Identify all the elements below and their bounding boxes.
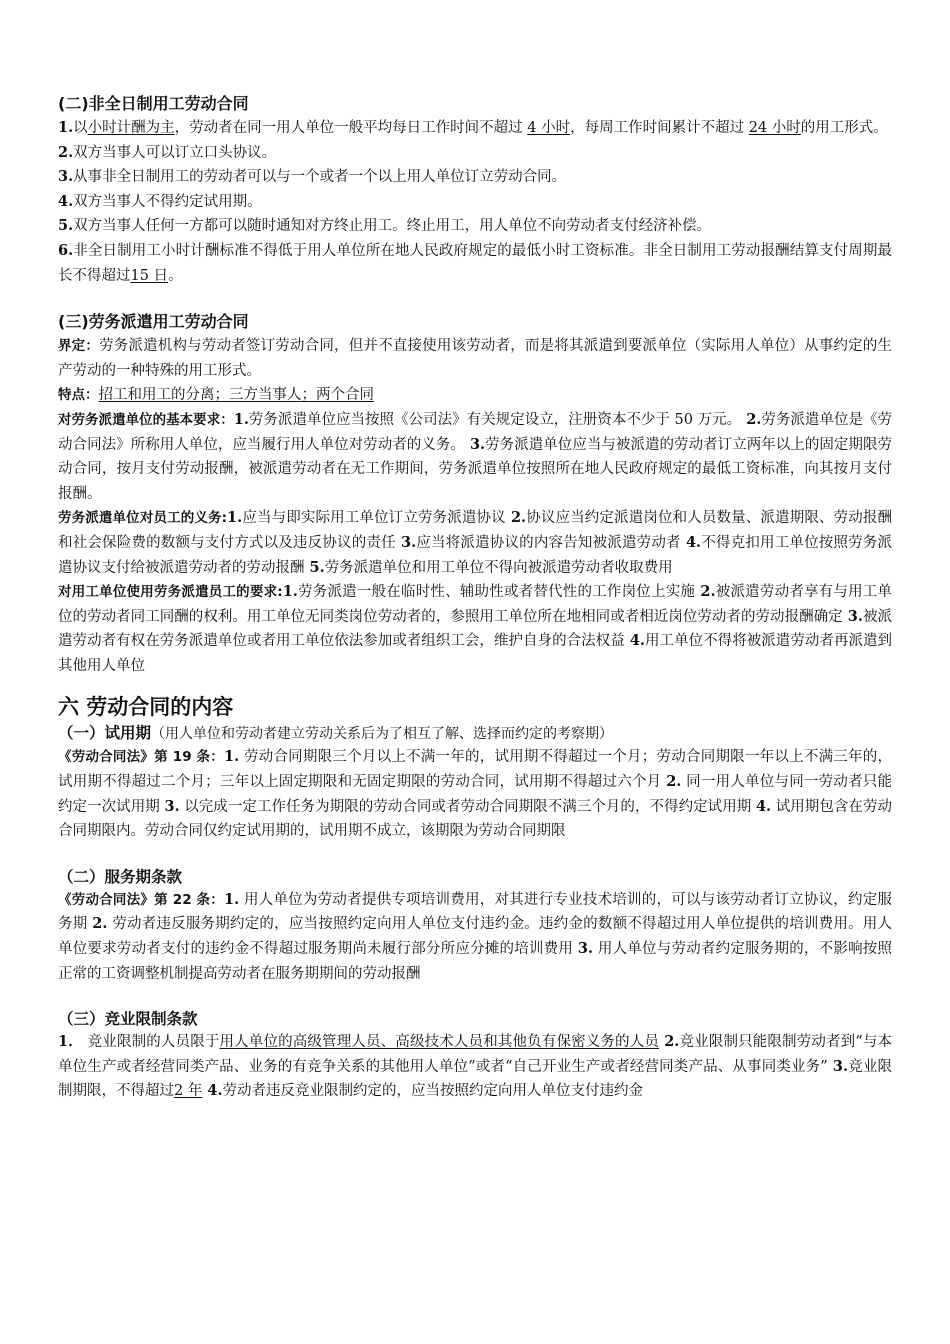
section-title-dispatch: (三)劳务派遣用工劳动合同 (58, 312, 249, 332)
paragraph-part-time-6: 6.非全日制用工小时计酬标准不得低于用人单位所在地人民政府规定的最低小时工资标准。非全日制用工劳动报酬结算支付周期最长不得超过15 日。 (58, 241, 892, 284)
subsection-title-service-period: （二）服务期条款 (58, 867, 183, 886)
paragraph-dispatch-features: 特点：招工和用工的分离；三方当事人；两个合同 (58, 387, 374, 404)
paragraph-dispatch-definition: 界定：劳务派遣机构与劳动者签订劳动合同，但并不直接使用该劳动者，而是将其派遣到要派单位（实际用人单位）从事约定的生产劳动的一种特殊的用工形式。 (58, 338, 892, 379)
paragraph-part-time-1: 1.以小时计酬为主，劳动者在同一用人单位一般平均每日工作时间不超过 4 小时，每周工作时间累计不超过 24 小时的用工形式。 (58, 119, 888, 136)
paragraph-dispatch-employer-requirements: 对用工单位使用劳务派遣员工的要求:1.劳务派遣一般在临时性、辅助性或者替代性的工作岗位上实施 2.被派遣劳动者享有与用工单位的劳动者同工同酬的权利。用工单位无同类岗位劳动者的，参照用工单位所在地相同或者相近岗位劳动者的劳动报酬确定 3.被派遣劳动者有权在劳务派遣单位或者用工单位依法参加或者组织工会，维护自身的合法权益 4.用工单位不得将被派遣劳动者再派遣到其他用人单位 (58, 583, 893, 674)
paragraph-probation: 《劳动合同法》第 19 条：1. 劳动合同期限三个月以上不满一年的，试用期不得超过一个月；劳动合同期限一年以上不满三年的，试用期不得超过二个月；三年以上固定期限和无固定期限的劳动合同，试用期不得超过六个月 2. 同一用人单位与同一劳动者只能约定一次试用期 3. 以完成一定工作任务为期限的劳动合同或者劳动合同期限不满三个月的，不得约定试用期 4. 试用期包含在劳动合同期限内。劳动合同仅约定试用期的，试用期不成立，该期限为劳动合同期限 (58, 748, 893, 840)
spacer (58, 844, 892, 866)
paragraph-part-time-3: 3.从事非全日制用工的劳动者可以与一个或者一个以上用人单位订立劳动合同。 (58, 168, 567, 186)
paragraph-part-time-4: 4.双方当事人不得约定试用期。 (58, 192, 262, 210)
subsection-title-non-compete: （三）竞业限制条款 (58, 1010, 198, 1029)
section-title-part-time: (二)非全日制用工劳动合同 (58, 94, 249, 113)
paragraph-dispatch-requirements: 对劳务派遣单位的基本要求：1.劳务派遣单位应当按照《公司法》有关规定设立，注册资本不少于 50 万元。 2.劳务派遣单位是《劳动合同法》所称用人单位，应当履行用人单位对劳动者的义务。 3.劳务派遣单位应当与被派遣的劳动者订立两年以上的固定期限劳动合同，按月支付劳动报酬，被派遣劳动者在无工作期间，劳务派遣单位按照所在地人民政府规定的最低工资标准，向其按月支付报酬。 (58, 410, 893, 502)
chapter-title-contract-content: 六 劳动合同的内容 (58, 694, 234, 720)
spacer (58, 986, 892, 1008)
spacer (58, 288, 892, 310)
spacer (58, 678, 892, 692)
paragraph-non-compete: 1． 竞业限制的人员限于用人单位的高级管理人员、高级技术人员和其他负有保密义务的人员 2.竞业限制只能限制劳动者到“与本单位生产或者经营同类产品、业务的有竞争关系的其他用人单位”或者“自己开业生产或者经营同类产品、从事同类业务” 3.竞业限制期限，不得超过2 年 4.劳动者违反竞业限制约定的，应当按照约定向用人单位支付违约金 (58, 1033, 893, 1100)
paragraph-part-time-5: 5.双方当事人任何一方都可以随时通知对方终止用工。终止用工，用人单位不向劳动者支付经济补偿。 (58, 217, 712, 235)
document-page (58, 92, 892, 1104)
paragraph-service-period: 《劳动合同法》第 22 条：1. 用人单位为劳动者提供专项培训费用，对其进行专业技术培训的，可以与该劳动者订立协议，约定服务期 2. 劳动者违反服务期约定的，应当按照约定向用人单位支付违约金。违约金的数额不得超过用人单位提供的培训费用。用人单位要求劳动者支付的违约金不得超过服务期尚未履行部分所应分摊的培训费用 3. 用人单位与劳动者约定服务期的，不影响按照正常的工资调整机制提高劳动者在服务期期间的劳动报酬 (58, 890, 893, 982)
paragraph-dispatch-duties: 劳务派遣单位对员工的义务:1.应当与即实际用工单位订立劳务派遣协议 2.协议应当约定派遣岗位和人员数量、派遣期限、劳动报酬和社会保险费的数额与支付方式以及违反协议的责任 3.应当将派遣协议的内容告知被派遣劳动者 4.不得克扣用工单位按照劳务派遣协议支付给被派遣劳动者的劳动报酬 5.劳务派遣单位和用工单位不得向被派遣劳动者收取费用 (58, 509, 893, 576)
paragraph-part-time-2: 2.双方当事人可以订立口头协议。 (58, 143, 277, 161)
subsection-title-probation: （一）试用期（用人单位和劳动者建立劳动关系后为了相互了解、选择而约定的考察期） (58, 724, 614, 743)
